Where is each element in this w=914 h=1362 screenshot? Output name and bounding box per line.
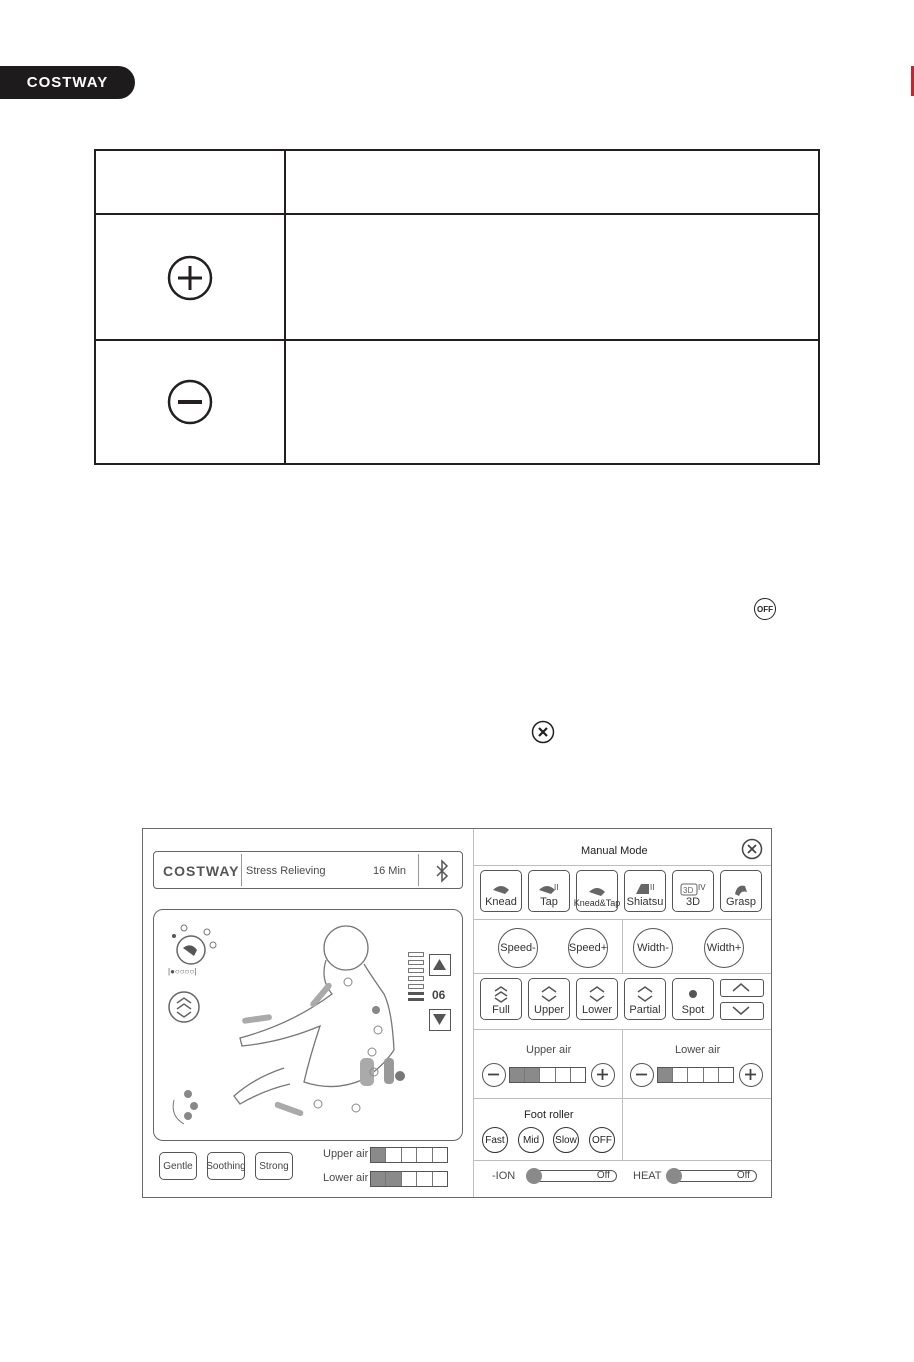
panel-header (153, 851, 463, 889)
partial-zone-button[interactable]: Partial (624, 978, 666, 1020)
lower-air-minus-button[interactable] (630, 1063, 654, 1087)
upper-zone-button[interactable]: Upper (528, 978, 570, 1020)
plus-icon (167, 255, 213, 301)
minus-icon (483, 1064, 504, 1085)
bluetooth-icon[interactable] (433, 859, 451, 883)
lower-air-label: Lower air (675, 1044, 721, 1056)
mode-title: Manual Mode (581, 845, 648, 857)
3d-badge: IV (698, 883, 706, 892)
width-minus-button[interactable]: Width- (633, 928, 673, 968)
tap-button[interactable]: II Tap (528, 870, 570, 912)
grasp-icon (731, 882, 751, 896)
3d-icon (679, 882, 707, 896)
heat-toggle-knob (666, 1168, 682, 1184)
ion-toggle[interactable]: Off (527, 1170, 617, 1182)
chevron-down-icon (721, 1003, 762, 1018)
position-down-button[interactable] (429, 1009, 451, 1031)
move-down-button[interactable] (720, 1002, 764, 1020)
upper-air-plus-button[interactable] (591, 1063, 615, 1087)
ion-toggle-knob (526, 1168, 542, 1184)
left-lower-air-label: Lower air (323, 1172, 369, 1184)
close-icon[interactable] (741, 838, 763, 860)
brand-logo-text: COSTWAY (26, 74, 109, 91)
upper-air-minus-button[interactable] (482, 1063, 506, 1087)
minus-icon (631, 1064, 652, 1085)
foot-roller-off-button[interactable]: OFF (589, 1127, 615, 1153)
position-level: 06 (432, 988, 446, 1002)
3d-glyph: 3D (683, 886, 694, 895)
foot-roller-slow-button[interactable]: Slow (553, 1127, 579, 1153)
body-figure (214, 918, 414, 1128)
close-icon (531, 720, 555, 744)
spot-zone-button[interactable]: Spot (672, 978, 714, 1020)
chevron-up-icon (721, 980, 762, 995)
gentle-button[interactable]: Gentle (159, 1152, 197, 1180)
body-view (153, 909, 463, 1141)
left-upper-air-label: Upper air (323, 1148, 369, 1160)
upper-zone-icon (539, 984, 559, 1004)
brand-logo-tab (0, 66, 135, 99)
position-scale (408, 952, 424, 1004)
svg-text:|●○○○○|: |●○○○○| (168, 967, 197, 976)
panel-brand: COSTWAY (163, 863, 240, 879)
foot-roller-icon (168, 1080, 218, 1130)
left-lower-air-bar (370, 1171, 448, 1187)
speed-plus-button[interactable]: Speed+ (568, 928, 608, 968)
knead-tap-icon (587, 884, 607, 898)
grasp-button[interactable]: Grasp (720, 870, 762, 912)
partial-zone-icon (635, 984, 655, 1004)
3d-button[interactable]: 3D IV 3D (672, 870, 714, 912)
knead-icon (491, 882, 511, 896)
foot-roller-fast-button[interactable]: Fast (482, 1127, 508, 1153)
duration-text: 16 Min (373, 865, 407, 877)
speed-minus-button[interactable]: Speed- (498, 928, 538, 968)
left-upper-air-bar (370, 1147, 448, 1163)
arrow-up-icon (430, 955, 449, 974)
button-table (94, 149, 820, 465)
knead-button[interactable]: Knead (480, 870, 522, 912)
remote-panel (142, 828, 772, 1198)
position-up-button[interactable] (429, 954, 451, 976)
minus-icon (167, 379, 213, 425)
full-zone-button[interactable]: Full (480, 978, 522, 1020)
upper-air-label: Upper air (526, 1044, 572, 1056)
strong-button[interactable]: Strong (255, 1152, 293, 1180)
ion-label: -ION (492, 1170, 516, 1182)
lower-air-plus-button[interactable] (739, 1063, 763, 1087)
program-name: Stress Relieving (246, 865, 326, 877)
foot-roller-mid-button[interactable]: Mid (518, 1127, 544, 1153)
knead-tap-button[interactable]: Knead&Tap (576, 870, 618, 912)
tap-badge: II (554, 883, 559, 892)
shiatsu-icon (633, 882, 657, 896)
upper-air-bar (509, 1067, 586, 1083)
heat-label: HEAT (633, 1170, 662, 1182)
full-zone-icon (167, 990, 201, 1024)
massage-technique-icon (164, 918, 219, 978)
soothing-button[interactable]: Soothing (207, 1152, 245, 1180)
arrow-down-icon (430, 1010, 449, 1029)
spot-zone-icon (683, 984, 703, 1004)
full-zone-glyph-icon (491, 984, 511, 1004)
plus-icon (592, 1064, 613, 1085)
lower-air-bar (657, 1067, 734, 1083)
plus-icon (740, 1064, 761, 1085)
foot-roller-label: Foot roller (524, 1109, 574, 1121)
lower-zone-button[interactable]: Lower (576, 978, 618, 1020)
tap-icon (537, 882, 561, 896)
heat-toggle[interactable]: Off (667, 1170, 757, 1182)
lower-zone-icon (587, 984, 607, 1004)
shiatsu-button[interactable]: II Shiatsu (624, 870, 666, 912)
off-icon: OFF (754, 598, 776, 620)
shiatsu-badge: II (650, 883, 655, 892)
move-up-button[interactable] (720, 979, 764, 997)
width-plus-button[interactable]: Width+ (704, 928, 744, 968)
